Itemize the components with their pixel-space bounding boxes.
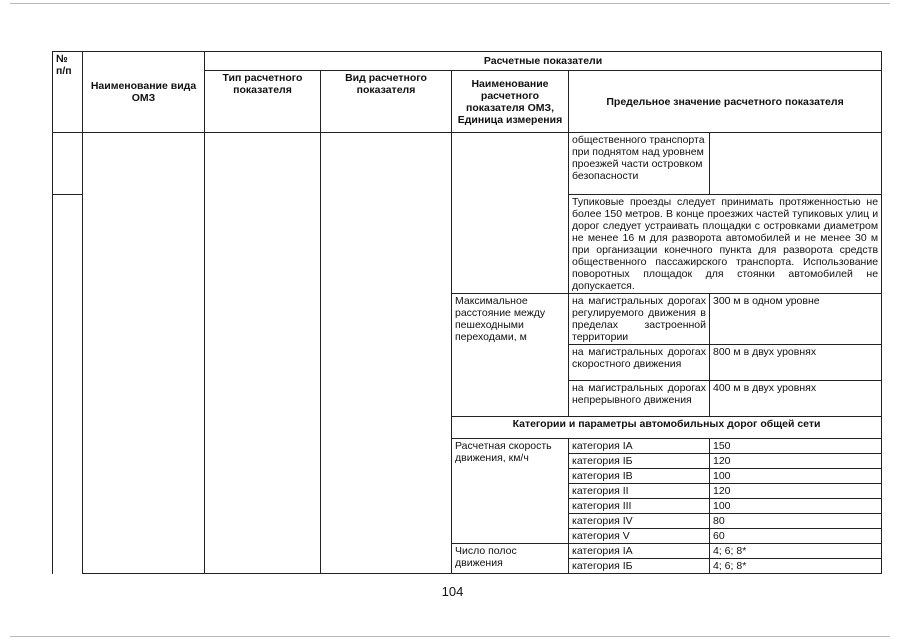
- max-distance-value-3: 400 м в двух уровнях: [710, 381, 882, 417]
- type-cell: [205, 133, 321, 574]
- max-distance-road-2: на магистральных дорогах скоростного движения: [569, 345, 710, 381]
- speed-label: Расчетная скорость движения, км/ч: [452, 439, 569, 544]
- speed-value-1: 150: [710, 439, 882, 454]
- speed-value-3: 100: [710, 469, 882, 484]
- group-header: Расчетные показатели: [205, 52, 882, 71]
- speed-cat-7: категория V: [569, 529, 710, 544]
- speed-value-6: 80: [710, 514, 882, 529]
- speed-cat-5: категория III: [569, 499, 710, 514]
- col-type-header: Тип расчетного показателя: [205, 71, 321, 133]
- name-cell: [83, 133, 205, 574]
- num-cell: [53, 133, 83, 195]
- kind-cell: [321, 133, 452, 574]
- speed-cat-1: категория IA: [569, 439, 710, 454]
- speed-cat-6: категория IV: [569, 514, 710, 529]
- max-distance-value-1: 300 м в одном уровне: [710, 294, 882, 345]
- speed-cat-4: категория II: [569, 484, 710, 499]
- speed-value-2: 120: [710, 454, 882, 469]
- continued-value: [710, 133, 882, 195]
- continued-text: общественного транспорта при поднятом над уровнем проезжей части островком безопасности: [569, 133, 710, 195]
- lanes-cat-1: категория IA: [569, 544, 710, 559]
- lanes-cat-2: категория IБ: [569, 559, 710, 574]
- max-distance-road-1: на магистральных дорогах регулируемого движения в пределах застроенной территории: [569, 294, 710, 345]
- speed-cat-2: категория IБ: [569, 454, 710, 469]
- speed-value-5: 100: [710, 499, 882, 514]
- col-limit-header: Предельное значение расчетного показателя: [569, 71, 882, 133]
- col-name-header: Наименование вида ОМЗ: [83, 52, 205, 133]
- category-header: Категории и параметры автомобильных дорог общей сети: [452, 417, 882, 439]
- lanes-label: Число полос движения: [452, 544, 569, 574]
- lanes-value-1: 4; 6; 8*: [710, 544, 882, 559]
- lanes-value-2: 4; 6; 8*: [710, 559, 882, 574]
- speed-cat-3: категория IВ: [569, 469, 710, 484]
- col-indicator-header: Наименование расчетного показателя ОМЗ, Единица измерения: [452, 71, 569, 133]
- max-distance-label: Максимальное расстояние между пешеходными переходами, м: [452, 294, 569, 417]
- indicator-cell: [452, 133, 569, 294]
- deadend-text: Тупиковые проезды следует принимать протяженностью не более 150 метров. В конце проезжих частей тупиковых улиц и дорог следует устраивать площадки с островками диаметром не менее 16 м для разворота автомобилей и не менее 30 м при организации конечного пункта для разворота средств общественного пассажирского транспорта. Использование поворотных площадок для стоянки автомобилей не допускается.: [569, 195, 882, 294]
- max-distance-road-3: на магистральных дорогах непрерывного движения: [569, 381, 710, 417]
- page-number: 104: [441, 584, 464, 599]
- col-kind-header: Вид расчетного показателя: [321, 71, 452, 133]
- scan-edge-top: [10, 3, 890, 4]
- speed-value-4: 120: [710, 484, 882, 499]
- num-cell-2: [53, 195, 83, 574]
- indicator-table: [52, 51, 882, 574]
- col-num-header: № п/п: [53, 52, 83, 133]
- scan-edge-bottom: [10, 636, 890, 637]
- max-distance-value-2: 800 м в двух уровнях: [710, 345, 882, 381]
- speed-value-7: 60: [710, 529, 882, 544]
